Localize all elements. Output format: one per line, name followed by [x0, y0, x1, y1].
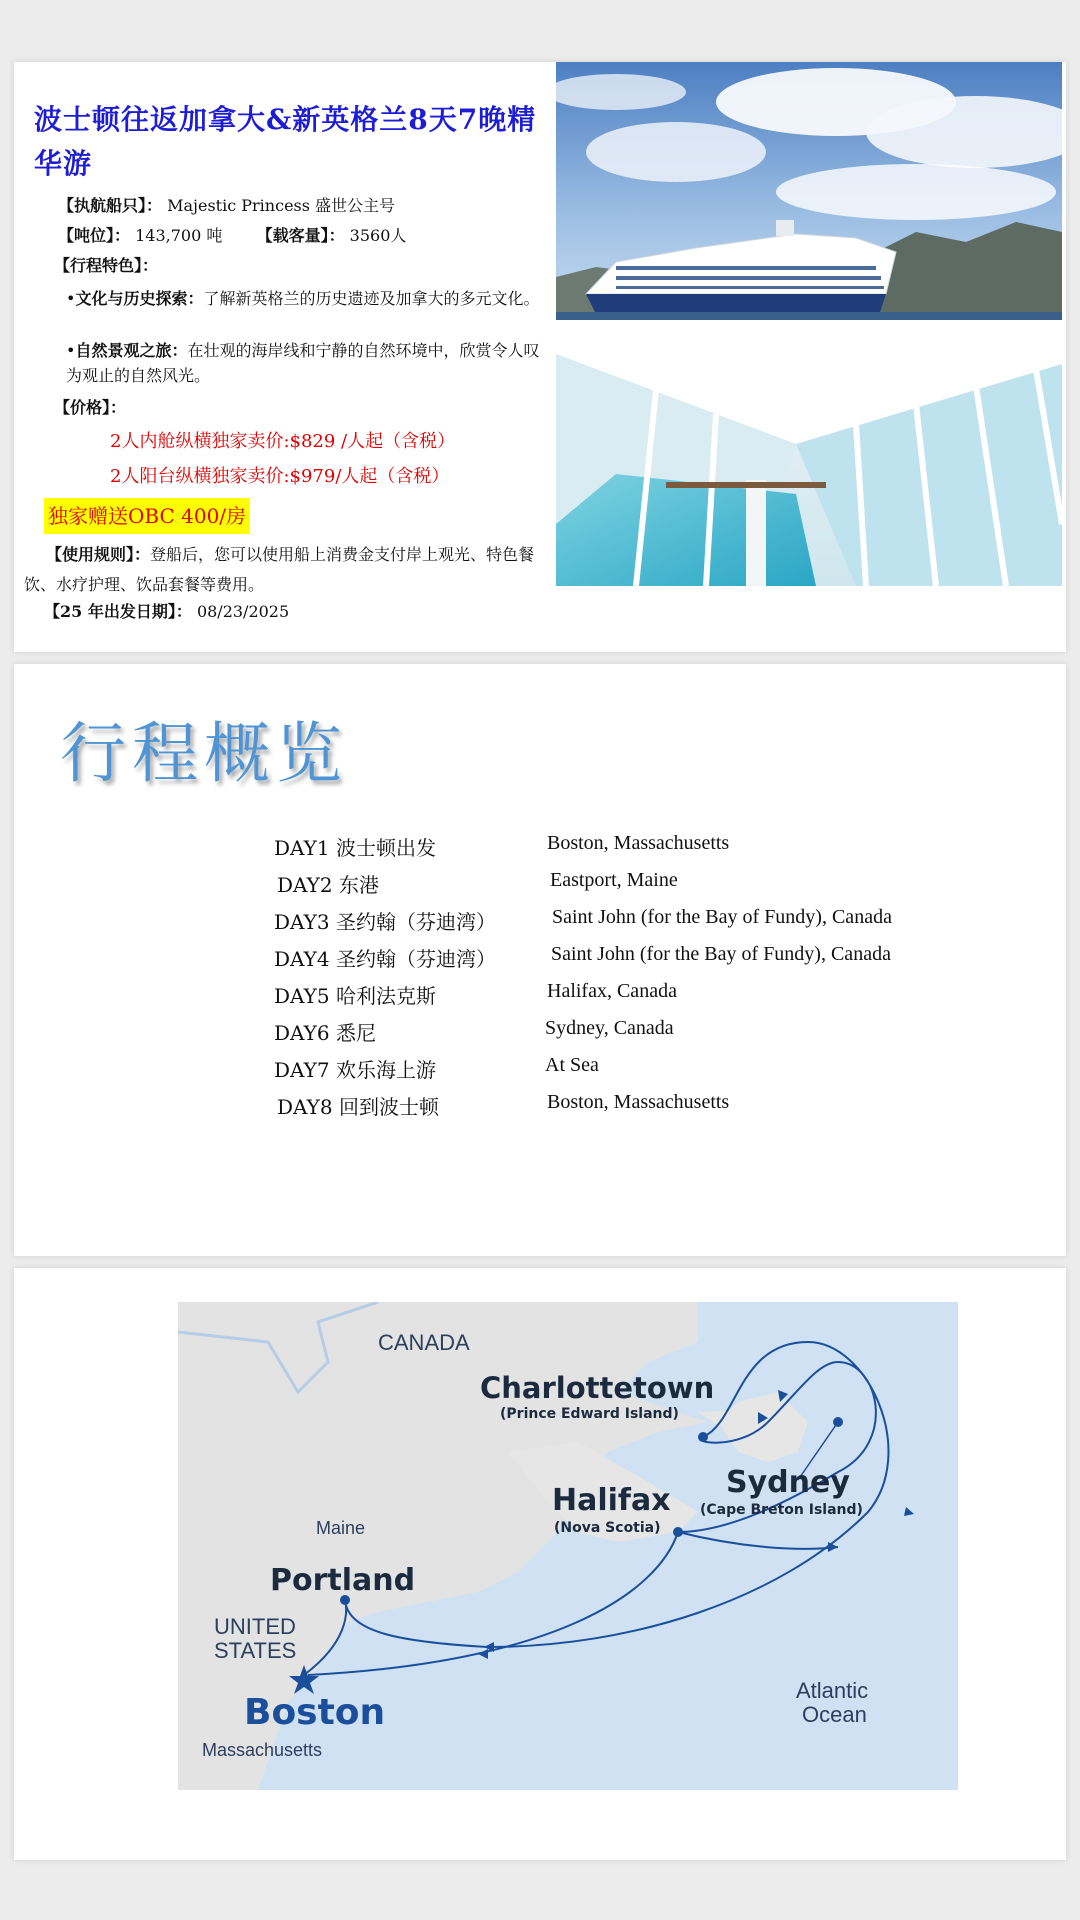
- map-label-halifax: Halifax: [552, 1483, 671, 1518]
- itinerary-destination: Boston, Massachusetts: [547, 832, 730, 854]
- itinerary-day: DAY3 圣约翰（芬迪湾）: [274, 910, 496, 934]
- map-label-halifax-sub: (Nova Scotia): [554, 1520, 661, 1536]
- feature2-text: 在壮观的海岸线和宁静的自然环境中，欣赏令人叹为观止的自然风光。: [66, 341, 540, 385]
- departure-date-line: [44, 602, 289, 622]
- itinerary-destination: Halifax, Canada: [547, 980, 677, 1002]
- itinerary-destination: Eastport, Maine: [550, 869, 678, 891]
- ship-photo: [556, 62, 1062, 320]
- itinerary-day: DAY2 东港: [277, 873, 379, 897]
- feature1-title: 文化与历史探索：: [75, 289, 204, 308]
- features-label: 【行程特色】：: [54, 256, 159, 275]
- itinerary-day: DAY6 悉尼: [274, 1021, 376, 1045]
- date-value: 08/23/2025: [196, 602, 290, 621]
- map-label-sydney-sub: (Cape Breton Island): [700, 1502, 863, 1518]
- date-label: 【25 年出发日期】：: [44, 602, 192, 621]
- itinerary-title: 行程概览: [60, 715, 348, 792]
- ship-label: 【执航船只】：: [58, 196, 163, 215]
- rules-label: 【使用规则】：: [46, 545, 151, 564]
- map-label-ocean-line2: Ocean: [802, 1702, 867, 1727]
- feature-item-culture: •文化与历史探索：了解新英格兰的历史遗迹及加拿大的多元文化。: [66, 289, 540, 308]
- route-map-card: [14, 1268, 1066, 1860]
- usage-rules: [24, 540, 564, 600]
- itinerary-day: DAY7 欢乐海上游: [274, 1058, 436, 1082]
- price-balcony-cabin: 2人阳台纵横独家卖价:$979/人起（含税）: [110, 466, 450, 487]
- map-label-canada: CANADA: [378, 1330, 470, 1355]
- itinerary-day: DAY8 回到波士顿: [277, 1095, 439, 1119]
- itinerary-destination: Saint John (for the Bay of Fundy), Canada: [551, 943, 891, 965]
- feature1-text: 了解新英格兰的历史遗迹及加拿大的多元文化。: [203, 289, 540, 308]
- map-label-charlottetown-sub: (Prince Edward Island): [500, 1406, 679, 1422]
- itinerary-destination: Sydney, Canada: [545, 1017, 674, 1039]
- capacity-value: 3560人: [349, 226, 407, 245]
- tonnage-label: 【吨位】：: [58, 226, 131, 245]
- itinerary-day: DAY5 哈利法克斯: [274, 984, 436, 1008]
- tonnage-line: [58, 226, 406, 246]
- tonnage-value: 143,700 吨: [135, 226, 223, 245]
- price-inside-cabin: 2人内舱纵横独家卖价:$829 /人起（含税）: [110, 431, 456, 452]
- price-label: 【价格】：: [54, 398, 127, 417]
- ship-value: Majestic Princess 盛世公主号: [167, 196, 396, 215]
- itinerary-day: DAY1 波士顿出发: [274, 836, 436, 860]
- itinerary-destination: At Sea: [545, 1054, 599, 1076]
- map-label-us-line1: UNITED: [214, 1614, 296, 1639]
- ship-line: [58, 196, 395, 216]
- map-label-maine: Maine: [316, 1518, 366, 1538]
- feature2-title: 自然景观之旅：: [75, 341, 188, 360]
- page-title: 波士顿往返加拿大&新英格兰8天7晚精华游: [34, 103, 537, 180]
- promo-badge: 独家赠送OBC 400/房: [44, 498, 250, 534]
- map-label-us-line2: STATES: [214, 1638, 297, 1663]
- itinerary-card: [14, 664, 1066, 1256]
- itinerary-destination: Boston, Massachusetts: [547, 1091, 730, 1113]
- map-label-boston: Boston: [244, 1692, 386, 1733]
- map-label-massachusetts: Massachusetts: [202, 1740, 323, 1760]
- capacity-label: 【载客量】：: [256, 226, 345, 245]
- route-map: [178, 1302, 958, 1790]
- map-label-charlottetown: Charlottetown: [480, 1371, 715, 1405]
- cruise-summary-card: [14, 62, 1066, 652]
- deck-photo: [556, 324, 1062, 586]
- itinerary-day: DAY4 圣约翰（芬迪湾）: [274, 947, 496, 971]
- feature-item-nature: •自然景观之旅：在壮观的海岸线和宁静的自然环境中，欣赏令人叹为观止的自然风光。: [66, 341, 540, 385]
- map-label-ocean-line1: Atlantic: [796, 1678, 869, 1703]
- itinerary-destination: Saint John (for the Bay of Fundy), Canada: [552, 906, 892, 928]
- map-label-sydney: Sydney: [726, 1465, 850, 1500]
- rules-text: 登船后，您可以使用船上消费金支付岸上观光、特色餐饮、水疗护理、饮品套餐等费用。: [24, 545, 535, 594]
- map-label-portland: Portland: [270, 1563, 416, 1598]
